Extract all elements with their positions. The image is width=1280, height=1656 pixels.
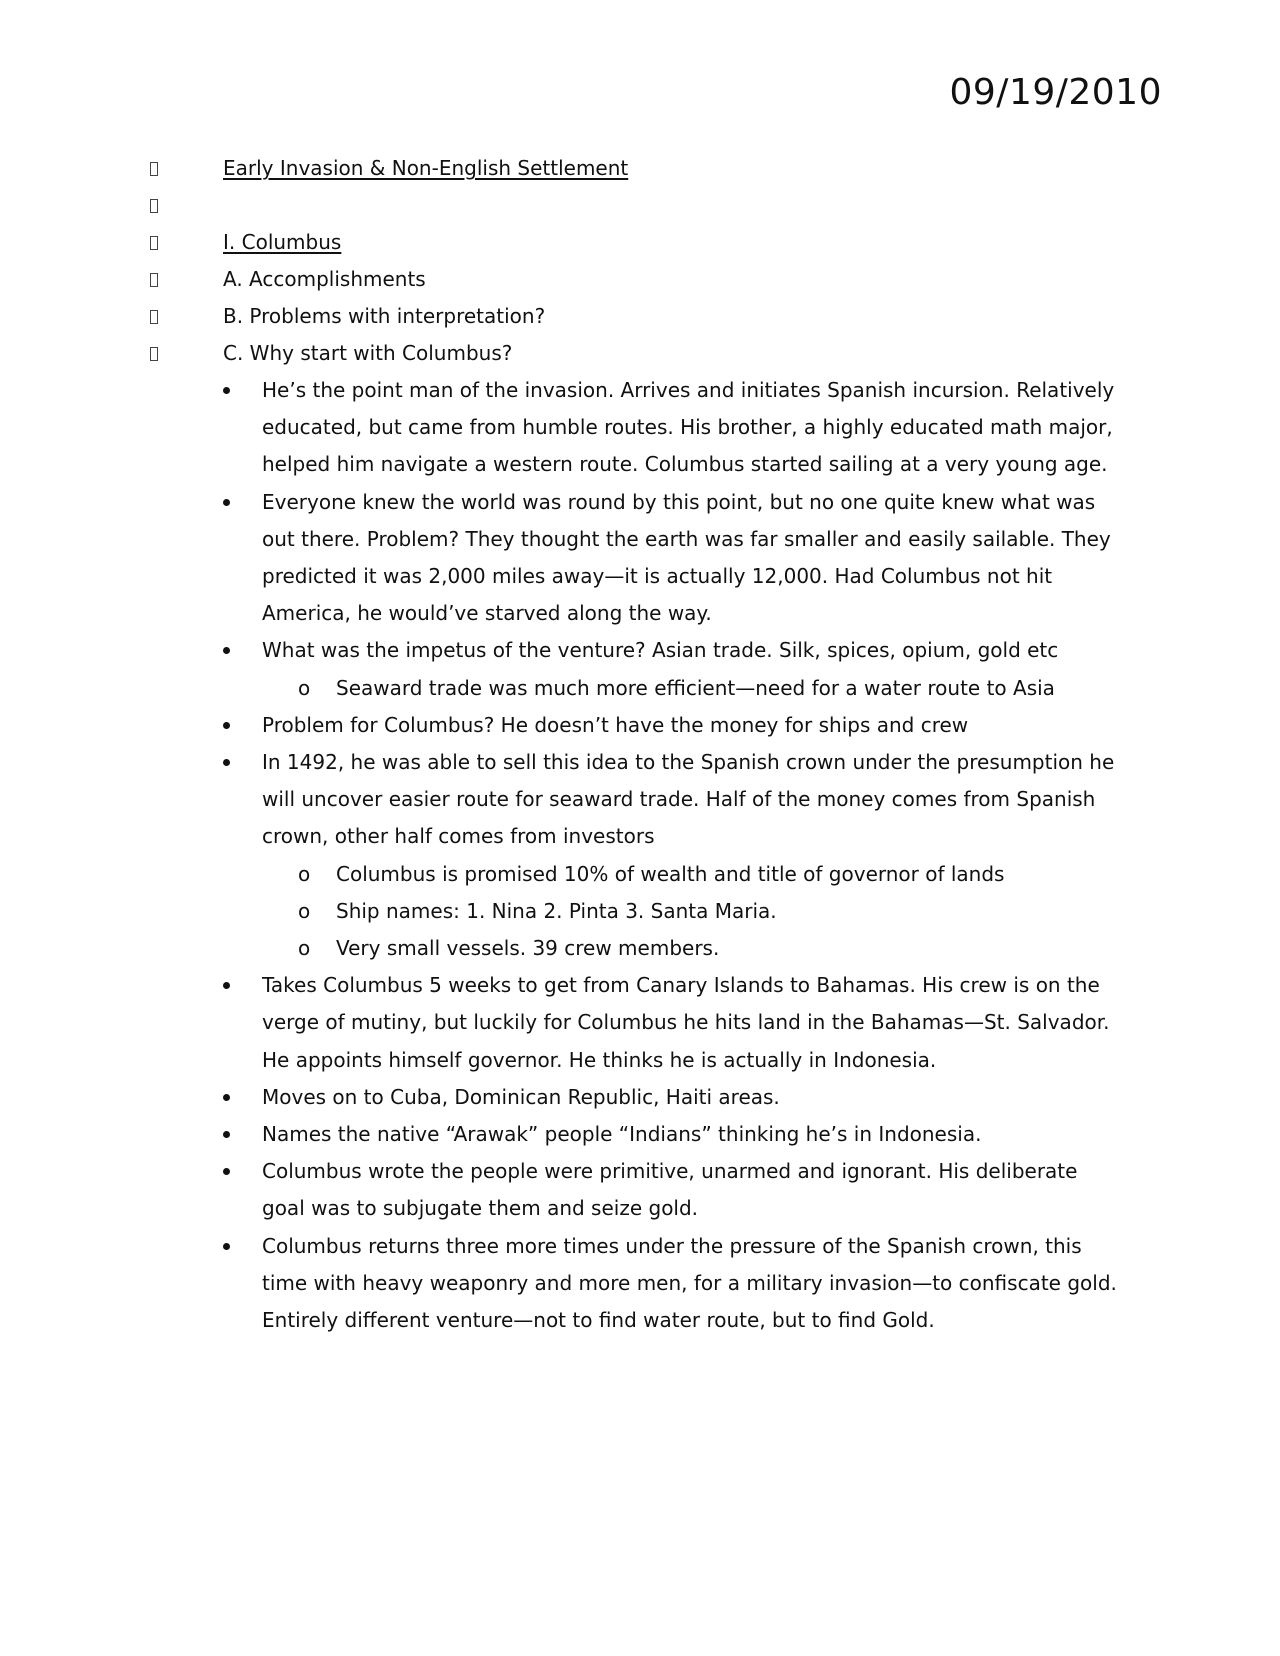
missing-glyph-icon — [150, 236, 158, 250]
document-title: Early Invasion & Non-English Settlement — [223, 156, 629, 180]
sub-bullet-marker: o — [298, 898, 311, 923]
sub-bullet-item — [0, 856, 1280, 893]
sub-bullet-text: Columbus is promised 10% of wealth and title of governor of lands — [336, 861, 1005, 886]
bullet-icon — [223, 1094, 230, 1101]
bullet-icon — [223, 982, 230, 989]
document-date: 09/19/2010 — [949, 72, 1162, 113]
outline-row — [0, 298, 1280, 335]
bullet-icon — [223, 1243, 230, 1250]
sub-bullet-text: Very small vessels. 39 crew members. — [336, 936, 720, 961]
bullet-item — [0, 1153, 1124, 1227]
missing-glyph-icon — [150, 347, 158, 361]
outline-row-empty — [0, 187, 1280, 224]
missing-glyph-icon — [150, 199, 158, 213]
sub-bullet-marker: o — [298, 861, 311, 886]
bullet-item — [0, 707, 1124, 744]
bullet-icon — [223, 387, 230, 394]
sub-bullet-text: Seaward trade was much more efficient—need for a water route to Asia — [336, 675, 1055, 700]
bullet-text: Everyone knew the world was round by this point, but no one quite knew what was out there. Problem? They thought the earth was far smaller and easily sailable. They predicted it was 2,000 miles away—it is actually 12,000. Had Columbus not hit America, he would’ve starved along the way. — [262, 489, 1111, 626]
bullet-text: Names the native “Arawak” people “Indians” thinking he’s in Indonesia. — [262, 1122, 982, 1147]
bullet-text: He’s the point man of the invasion. Arrives and initiates Spanish incursion. Relatively educated, but came from humble routes. His brother, a highly educated math major, helped him navigate a western route. Columbus started sailing at a very young age. — [262, 378, 1115, 477]
section-heading: I. Columbus — [223, 230, 342, 254]
bullet-text: Moves on to Cuba, Dominican Republic, Haiti areas. — [262, 1084, 780, 1109]
bullet-icon — [223, 1131, 230, 1138]
sub-bullet-marker: o — [298, 936, 311, 961]
bullet-item — [0, 1079, 1124, 1116]
outline-row — [0, 335, 1280, 372]
sub-bullet-item — [0, 930, 1280, 967]
bullet-item — [0, 744, 1124, 856]
bullet-icon — [223, 759, 230, 766]
missing-glyph-icon — [150, 273, 158, 287]
bullet-text: In 1492, he was able to sell this idea to the Spanish crown under the presumption he will uncover easier route for seaward trade. Half of the money comes from Spanish crown, other half comes from investors — [262, 750, 1115, 849]
bullet-item — [0, 1116, 1124, 1153]
bullet-item — [0, 967, 1124, 1079]
sub-bullet-marker: o — [298, 675, 311, 700]
bullet-text: Columbus wrote the people were primitive, unarmed and ignorant. His deliberate goal was to subjugate them and seize gold. — [262, 1159, 1078, 1221]
bullet-text: What was the impetus of the venture? Asian trade. Silk, spices, opium, gold etc — [262, 638, 1059, 663]
bullet-item — [0, 372, 1124, 484]
outline-item-problems: B. Problems with interpretation? — [223, 304, 546, 328]
bullet-item — [0, 632, 1124, 669]
missing-glyph-icon — [150, 162, 158, 176]
missing-glyph-icon — [150, 310, 158, 324]
notes-body — [0, 150, 1280, 1339]
sub-bullet-text: Ship names: 1. Nina 2. Pinta 3. Santa Maria. — [336, 898, 777, 923]
bullet-text: Problem for Columbus? He doesn’t have the money for ships and crew — [262, 712, 969, 737]
bullet-item — [0, 484, 1124, 633]
outline-row-title — [0, 150, 1280, 187]
bullet-icon — [223, 647, 230, 654]
outline-row — [0, 261, 1280, 298]
bullet-icon — [223, 722, 230, 729]
sub-bullet-item — [0, 670, 1280, 707]
outline-item-why-columbus: C. Why start with Columbus? — [223, 341, 513, 365]
bullet-item — [0, 1228, 1124, 1340]
sub-bullet-item — [0, 893, 1280, 930]
outline-row-heading — [0, 224, 1280, 261]
bullet-text: Takes Columbus 5 weeks to get from Canary Islands to Bahamas. His crew is on the verge of mutiny, but luckily for Columbus he hits land in the Bahamas—St. Salvador. He appoints himself governor. He thinks he is actually in Indonesia. — [262, 973, 1110, 1072]
bullet-text: Columbus returns three more times under the pressure of the Spanish crown, this time with heavy weaponry and more men, for a military invasion—to confiscate gold. Entirely different venture—not to find water route, but to find Gold. — [262, 1233, 1117, 1333]
outline-item-accomplishments: A. Accomplishments — [223, 267, 426, 291]
bullet-icon — [223, 499, 230, 506]
bullet-icon — [223, 1168, 230, 1175]
